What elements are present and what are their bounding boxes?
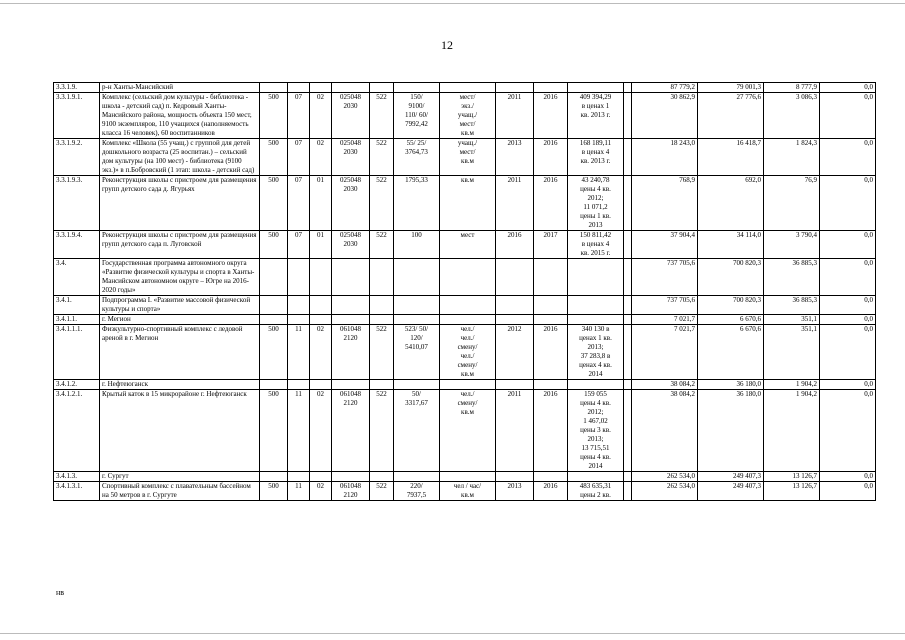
table-cell: 061048 2120 — [332, 482, 370, 501]
table-cell: Реконструкция школы с пристроем для размещения групп детского сада п. Луговской — [100, 231, 260, 259]
table-cell — [288, 315, 310, 325]
table-cell — [370, 296, 394, 315]
table-cell: 34 114,0 — [698, 231, 764, 259]
table-cell: 025048 2030 — [332, 139, 370, 176]
table-cell — [496, 83, 534, 93]
table-cell: 262 534,0 — [632, 472, 698, 482]
table-cell: чел / час/ кв.м — [440, 482, 496, 501]
table-cell — [624, 472, 632, 482]
table-cell: 025048 2030 — [332, 231, 370, 259]
table-cell: 2016 — [534, 325, 568, 380]
table-row — [54, 139, 876, 176]
table-cell — [568, 315, 624, 325]
table-cell: 2016 — [534, 139, 568, 176]
table-cell: 500 — [260, 231, 288, 259]
table-cell: 500 — [260, 176, 288, 231]
table-cell: 36 885,3 — [764, 259, 820, 296]
table-cell: Спортивный комплекс с плавательным бассейном на 50 метров в г. Сургуте — [100, 482, 260, 501]
table-cell: 6 670,6 — [698, 315, 764, 325]
table-row — [54, 259, 876, 296]
table-cell: 38 084,2 — [632, 390, 698, 472]
table-cell: 02 — [310, 139, 332, 176]
table-cell: 3.4.1. — [54, 296, 100, 315]
table-cell: 522 — [370, 139, 394, 176]
table-cell: 692,0 — [698, 176, 764, 231]
table-cell: 2012 — [496, 325, 534, 380]
table-cell: г. Сургут — [100, 472, 260, 482]
table-cell — [332, 380, 370, 390]
table-row — [54, 325, 876, 380]
table-cell — [288, 296, 310, 315]
table-cell: 2011 — [496, 390, 534, 472]
table-cell: 87 779,2 — [632, 83, 698, 93]
table-cell — [440, 259, 496, 296]
table-cell: 522 — [370, 231, 394, 259]
table-cell — [496, 315, 534, 325]
table-cell — [624, 139, 632, 176]
table-cell: чел./ смену/ кв.м — [440, 390, 496, 472]
table-cell: 36 885,3 — [764, 296, 820, 315]
table-cell: 02 — [310, 93, 332, 139]
table-cell — [370, 259, 394, 296]
table-cell: 522 — [370, 390, 394, 472]
table-cell — [370, 472, 394, 482]
table-row — [54, 390, 876, 472]
table-cell: 0,0 — [820, 176, 876, 231]
table-cell: Комплекс (сельский дом культуры - библиотека - школа - детский сад) п. Кедровый Ханты-Мансийского района, мощность объекта 150 мест, 9100 экземпляров, 110 учащихся (наполняемость класса 16 человек), 60 воспитанников — [100, 93, 260, 139]
table-cell — [260, 472, 288, 482]
table-cell — [568, 259, 624, 296]
table-cell — [496, 259, 534, 296]
table-cell: 0,0 — [820, 472, 876, 482]
table-cell: 1795,33 — [394, 176, 440, 231]
table-cell: 150/ 9100/ 110/ 60/ 7992,42 — [394, 93, 440, 139]
table-cell: 737 705,6 — [632, 259, 698, 296]
table-cell: 0,0 — [820, 315, 876, 325]
table-cell: 7 021,7 — [632, 325, 698, 380]
table-cell: 36 180,0 — [698, 380, 764, 390]
table-cell: 500 — [260, 482, 288, 501]
table-cell — [394, 83, 440, 93]
table-cell: 30 862,9 — [632, 93, 698, 139]
table-cell — [332, 259, 370, 296]
table-cell: 100 — [394, 231, 440, 259]
table-cell — [624, 315, 632, 325]
table-cell — [440, 315, 496, 325]
table-cell: 3.4.1.1.1. — [54, 325, 100, 380]
table-cell: 3.4.1.3. — [54, 472, 100, 482]
table-cell: 6 670,6 — [698, 325, 764, 380]
table-cell: 483 635,31 цены 2 кв. — [568, 482, 624, 501]
table-cell — [624, 231, 632, 259]
table-cell: 0,0 — [820, 231, 876, 259]
table-cell — [568, 296, 624, 315]
table-cell: 262 534,0 — [632, 482, 698, 501]
table-cell: 1 904,2 — [764, 380, 820, 390]
table-cell — [624, 482, 632, 501]
table-row — [54, 380, 876, 390]
table-cell: 3.4. — [54, 259, 100, 296]
table-cell: 061048 2120 — [332, 325, 370, 380]
table-cell — [394, 380, 440, 390]
table-cell — [496, 472, 534, 482]
table-cell — [310, 296, 332, 315]
table-cell — [624, 176, 632, 231]
table-cell: 02 — [310, 390, 332, 472]
table-cell: 522 — [370, 325, 394, 380]
table-row — [54, 315, 876, 325]
table-cell: 0,0 — [820, 482, 876, 501]
table-cell: 249 407,3 — [698, 482, 764, 501]
table-cell: 351,1 — [764, 315, 820, 325]
table-cell — [332, 472, 370, 482]
table-cell: 16 418,7 — [698, 139, 764, 176]
table-cell — [624, 380, 632, 390]
table-cell: 3.4.1.2.1. — [54, 390, 100, 472]
table-cell: 737 705,6 — [632, 296, 698, 315]
table-cell: 38 084,2 — [632, 380, 698, 390]
table-cell: Подпрограмма I. «Развитие массовой физической культуры и спорта» — [100, 296, 260, 315]
table-cell: 0,0 — [820, 139, 876, 176]
table-cell — [394, 315, 440, 325]
table-row — [54, 176, 876, 231]
table-cell: 1 904,2 — [764, 390, 820, 472]
table-cell: 07 — [288, 93, 310, 139]
table-cell: 3.3.1.9.3. — [54, 176, 100, 231]
table-cell: 2016 — [534, 482, 568, 501]
table-row — [54, 231, 876, 259]
table-cell: 2011 — [496, 176, 534, 231]
table-cell — [288, 259, 310, 296]
table-cell: Крытый каток в 15 микрорайоне г. Нефтеюганск — [100, 390, 260, 472]
table-cell: 500 — [260, 93, 288, 139]
table-cell: кв.м — [440, 176, 496, 231]
table-cell: 13 126,7 — [764, 472, 820, 482]
scan-edge-top — [0, 3, 905, 4]
table-cell: 409 394,29 в ценах 1 кв. 2013 г. — [568, 93, 624, 139]
table-row — [54, 83, 876, 93]
table-cell: чел./ чел./ смену/ чел./ смену/ кв.м — [440, 325, 496, 380]
table-cell — [496, 380, 534, 390]
table-cell: 3.4.1.1. — [54, 315, 100, 325]
table-cell: 55/ 25/ 3764,73 — [394, 139, 440, 176]
table-cell — [394, 259, 440, 296]
table-cell — [624, 93, 632, 139]
table-cell: 168 189,11 в ценах 4 кв. 2013 г. — [568, 139, 624, 176]
table-cell — [288, 83, 310, 93]
table-cell — [496, 296, 534, 315]
table-cell: 2016 — [496, 231, 534, 259]
table-cell: 7 021,7 — [632, 315, 698, 325]
table-cell — [260, 315, 288, 325]
table-cell: 36 180,0 — [698, 390, 764, 472]
table-cell: 1 824,3 — [764, 139, 820, 176]
footer-mark: нв — [56, 588, 65, 597]
table-cell — [534, 380, 568, 390]
table-cell: 2017 — [534, 231, 568, 259]
table-cell: 2013 — [496, 482, 534, 501]
scan-edge-bottom — [0, 633, 905, 634]
table-cell: 220/ 7937,5 — [394, 482, 440, 501]
table-cell: 07 — [288, 139, 310, 176]
table-cell: 2016 — [534, 390, 568, 472]
table-cell — [310, 380, 332, 390]
table-cell: 18 243,0 — [632, 139, 698, 176]
table-cell — [288, 472, 310, 482]
table-cell: 500 — [260, 390, 288, 472]
table-cell: 340 130 в ценах 1 кв. 2013; 37 283,8 в ценах 4 кв. 2014 — [568, 325, 624, 380]
table-cell — [440, 380, 496, 390]
table-cell — [310, 259, 332, 296]
table-cell: 37 904,4 — [632, 231, 698, 259]
table-cell — [394, 296, 440, 315]
table-cell: 0,0 — [820, 380, 876, 390]
table-cell: 11 — [288, 390, 310, 472]
table-cell — [310, 83, 332, 93]
table-cell: учащ./ мест/ кв.м — [440, 139, 496, 176]
table-cell — [534, 259, 568, 296]
table-cell: 50/ 3317,67 — [394, 390, 440, 472]
table-cell: 500 — [260, 139, 288, 176]
table-cell: 8 777,9 — [764, 83, 820, 93]
table-cell — [534, 315, 568, 325]
table-row — [54, 93, 876, 139]
table-cell — [624, 325, 632, 380]
table-cell: 02 — [310, 325, 332, 380]
table-cell: 0,0 — [820, 93, 876, 139]
table-cell: 07 — [288, 231, 310, 259]
table-cell — [370, 83, 394, 93]
table-cell — [440, 296, 496, 315]
table-cell: 500 — [260, 325, 288, 380]
table-cell: 3.4.1.2. — [54, 380, 100, 390]
table-cell: 2016 — [534, 176, 568, 231]
table-cell: 700 820,3 — [698, 296, 764, 315]
table-cell — [332, 296, 370, 315]
table-cell — [624, 259, 632, 296]
table-cell: 3.3.1.9.2. — [54, 139, 100, 176]
table-cell: 3.3.1.9.1. — [54, 93, 100, 139]
table-cell: Государственная программа автономного округа «Развитие физической культуры и спорта в Ханты-Мансийском автономном округе – Югре на 2016-2020 годы» — [100, 259, 260, 296]
table-cell: Физкультурно-спортивный комплекс с ледовой ареной в г. Мегион — [100, 325, 260, 380]
table-cell: 025048 2030 — [332, 176, 370, 231]
table-cell: 0,0 — [820, 259, 876, 296]
table-cell: мест — [440, 231, 496, 259]
table-cell: 0,0 — [820, 83, 876, 93]
table-cell: 768,9 — [632, 176, 698, 231]
table-cell: Комплекс «Школа (55 учащ.) с группой для детей дошкольного возраста (25 воспитан.) – сельский дом культуры (на 100 мест) - библиотека (9100 экз.)» в п.Бобровский (1 этап: школа - детский сад) — [100, 139, 260, 176]
table-cell: 13 126,7 — [764, 482, 820, 501]
table-cell: 3.3.1.9. — [54, 83, 100, 93]
table-cell — [624, 83, 632, 93]
table-cell — [534, 296, 568, 315]
table-cell — [260, 380, 288, 390]
table-cell: 11 — [288, 325, 310, 380]
table-cell: Реконструкция школы с пристроем для размещения групп детского сада д. Ягурьях — [100, 176, 260, 231]
table-cell: г. Нефтеюганск — [100, 380, 260, 390]
table-cell: 249 407,3 — [698, 472, 764, 482]
table-cell — [568, 380, 624, 390]
table-row — [54, 482, 876, 501]
table-row — [54, 472, 876, 482]
table-cell — [332, 83, 370, 93]
table-cell: 01 — [310, 231, 332, 259]
table-cell: 0,0 — [820, 325, 876, 380]
table-cell: мест/ экз./ учащ./ мест/ кв.м — [440, 93, 496, 139]
table-cell — [534, 472, 568, 482]
table-cell — [260, 259, 288, 296]
table-cell — [260, 83, 288, 93]
table-cell: 01 — [310, 176, 332, 231]
table-cell: 3.4.1.3.1. — [54, 482, 100, 501]
table-cell — [310, 472, 332, 482]
table-cell — [624, 390, 632, 472]
table-cell: 0,0 — [820, 296, 876, 315]
table-cell — [624, 296, 632, 315]
table-cell — [370, 315, 394, 325]
table-cell: 2016 — [534, 93, 568, 139]
table-cell — [332, 315, 370, 325]
table-cell: 76,9 — [764, 176, 820, 231]
table-cell — [288, 380, 310, 390]
table-cell: 2013 — [496, 139, 534, 176]
table-cell: 159 055 цены 4 кв. 2012; 1 467,02 цены 3 кв. 2013; 13 715,51 цены 4 кв. 2014 — [568, 390, 624, 472]
table-cell — [568, 472, 624, 482]
table-cell — [440, 472, 496, 482]
page-number: 12 — [441, 38, 453, 52]
capital-investment-table — [53, 82, 876, 501]
table-cell: 02 — [310, 482, 332, 501]
table-cell: 2011 — [496, 93, 534, 139]
table-cell: 522 — [370, 176, 394, 231]
table-cell: 061048 2120 — [332, 390, 370, 472]
table-cell: 523/ 50/ 120/ 5410,07 — [394, 325, 440, 380]
table-row — [54, 296, 876, 315]
table-cell — [440, 83, 496, 93]
table-cell — [260, 296, 288, 315]
table-cell: 150 811,42 в ценах 4 кв. 2015 г. — [568, 231, 624, 259]
table-cell: 522 — [370, 93, 394, 139]
table-cell: г. Мегион — [100, 315, 260, 325]
table-cell: 025048 2030 — [332, 93, 370, 139]
table-cell: 07 — [288, 176, 310, 231]
table-cell: р-н Ханты-Мансийский — [100, 83, 260, 93]
table-cell: 79 001,3 — [698, 83, 764, 93]
table-cell: 43 240,78 цены 4 кв. 2012; 11 071,2 цены 1 кв. 2013 — [568, 176, 624, 231]
table-cell: 522 — [370, 482, 394, 501]
table-cell: 3 790,4 — [764, 231, 820, 259]
table-cell: 27 776,6 — [698, 93, 764, 139]
table-cell: 3.3.1.9.4. — [54, 231, 100, 259]
table-cell — [310, 315, 332, 325]
table-cell: 3 086,3 — [764, 93, 820, 139]
table-cell: 11 — [288, 482, 310, 501]
table-cell — [394, 472, 440, 482]
table-cell — [370, 380, 394, 390]
table-cell: 0,0 — [820, 390, 876, 472]
table-cell — [534, 83, 568, 93]
table-cell: 700 820,3 — [698, 259, 764, 296]
table-cell — [568, 83, 624, 93]
table-cell: 351,1 — [764, 325, 820, 380]
